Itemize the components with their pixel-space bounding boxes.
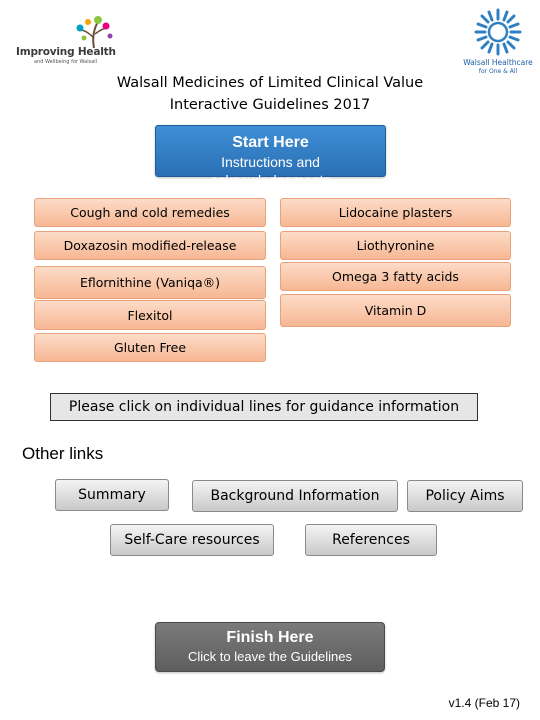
- left-logo-tagline: and Wellbeing for Walsall: [34, 59, 98, 65]
- guidance-notice: Please click on individual lines for guidance information: [50, 393, 478, 421]
- improving-health-logo: [14, 14, 114, 70]
- start-here-button[interactable]: [155, 125, 386, 188]
- references-button[interactable]: References: [305, 524, 437, 556]
- right-logo-tagline: for One & All: [478, 68, 518, 75]
- guideline-gluten-free-button[interactable]: Gluten Free: [34, 333, 266, 362]
- self-care-resources-button[interactable]: Self-Care resources: [110, 524, 274, 556]
- version-label: v1.4 (Feb 17): [448, 696, 520, 710]
- title-line-1: Walsall Medicines of Limited Clinical Value: [116, 75, 424, 91]
- right-logo-name: Walsall Healthcare: [463, 58, 533, 67]
- finish-here-sub: Click to leave the Guidelines: [187, 649, 353, 664]
- page-title: [60, 72, 480, 116]
- policy-aims-button[interactable]: Policy Aims: [407, 480, 523, 512]
- guideline-cough-cold-button[interactable]: Cough and cold remedies: [34, 198, 266, 227]
- start-here-sub-2: acknowledgements: [210, 172, 331, 188]
- guideline-vitamin-d-button[interactable]: Vitamin D: [280, 294, 511, 327]
- title-line-2: Interactive Guidelines 2017: [169, 97, 371, 113]
- guideline-flexitol-button[interactable]: Flexitol: [34, 300, 266, 330]
- start-here-sub-1: Instructions and: [221, 154, 320, 170]
- guideline-doxazosin-button[interactable]: Doxazosin modified-release: [34, 231, 266, 260]
- sunburst-icon: [462, 6, 534, 58]
- guideline-lidocaine-button[interactable]: Lidocaine plasters: [280, 198, 511, 227]
- finish-here-button[interactable]: [155, 622, 385, 672]
- summary-button[interactable]: Summary: [55, 479, 169, 511]
- walsall-healthcare-logo: [460, 6, 532, 78]
- other-links-heading: Other links: [22, 444, 104, 463]
- background-information-button[interactable]: Background Information: [192, 480, 398, 512]
- left-logo-name: Improving Health: [16, 46, 116, 58]
- guideline-eflornithine-button[interactable]: Eflornithine (Vaniqa®): [34, 266, 266, 299]
- tree-icon: [14, 14, 114, 48]
- guideline-liothyronine-button[interactable]: Liothyronine: [280, 231, 511, 260]
- finish-here-label: Finish Here: [226, 629, 314, 646]
- start-here-label: Start Here: [232, 134, 309, 151]
- guideline-omega-3-button[interactable]: Omega 3 fatty acids: [280, 262, 511, 291]
